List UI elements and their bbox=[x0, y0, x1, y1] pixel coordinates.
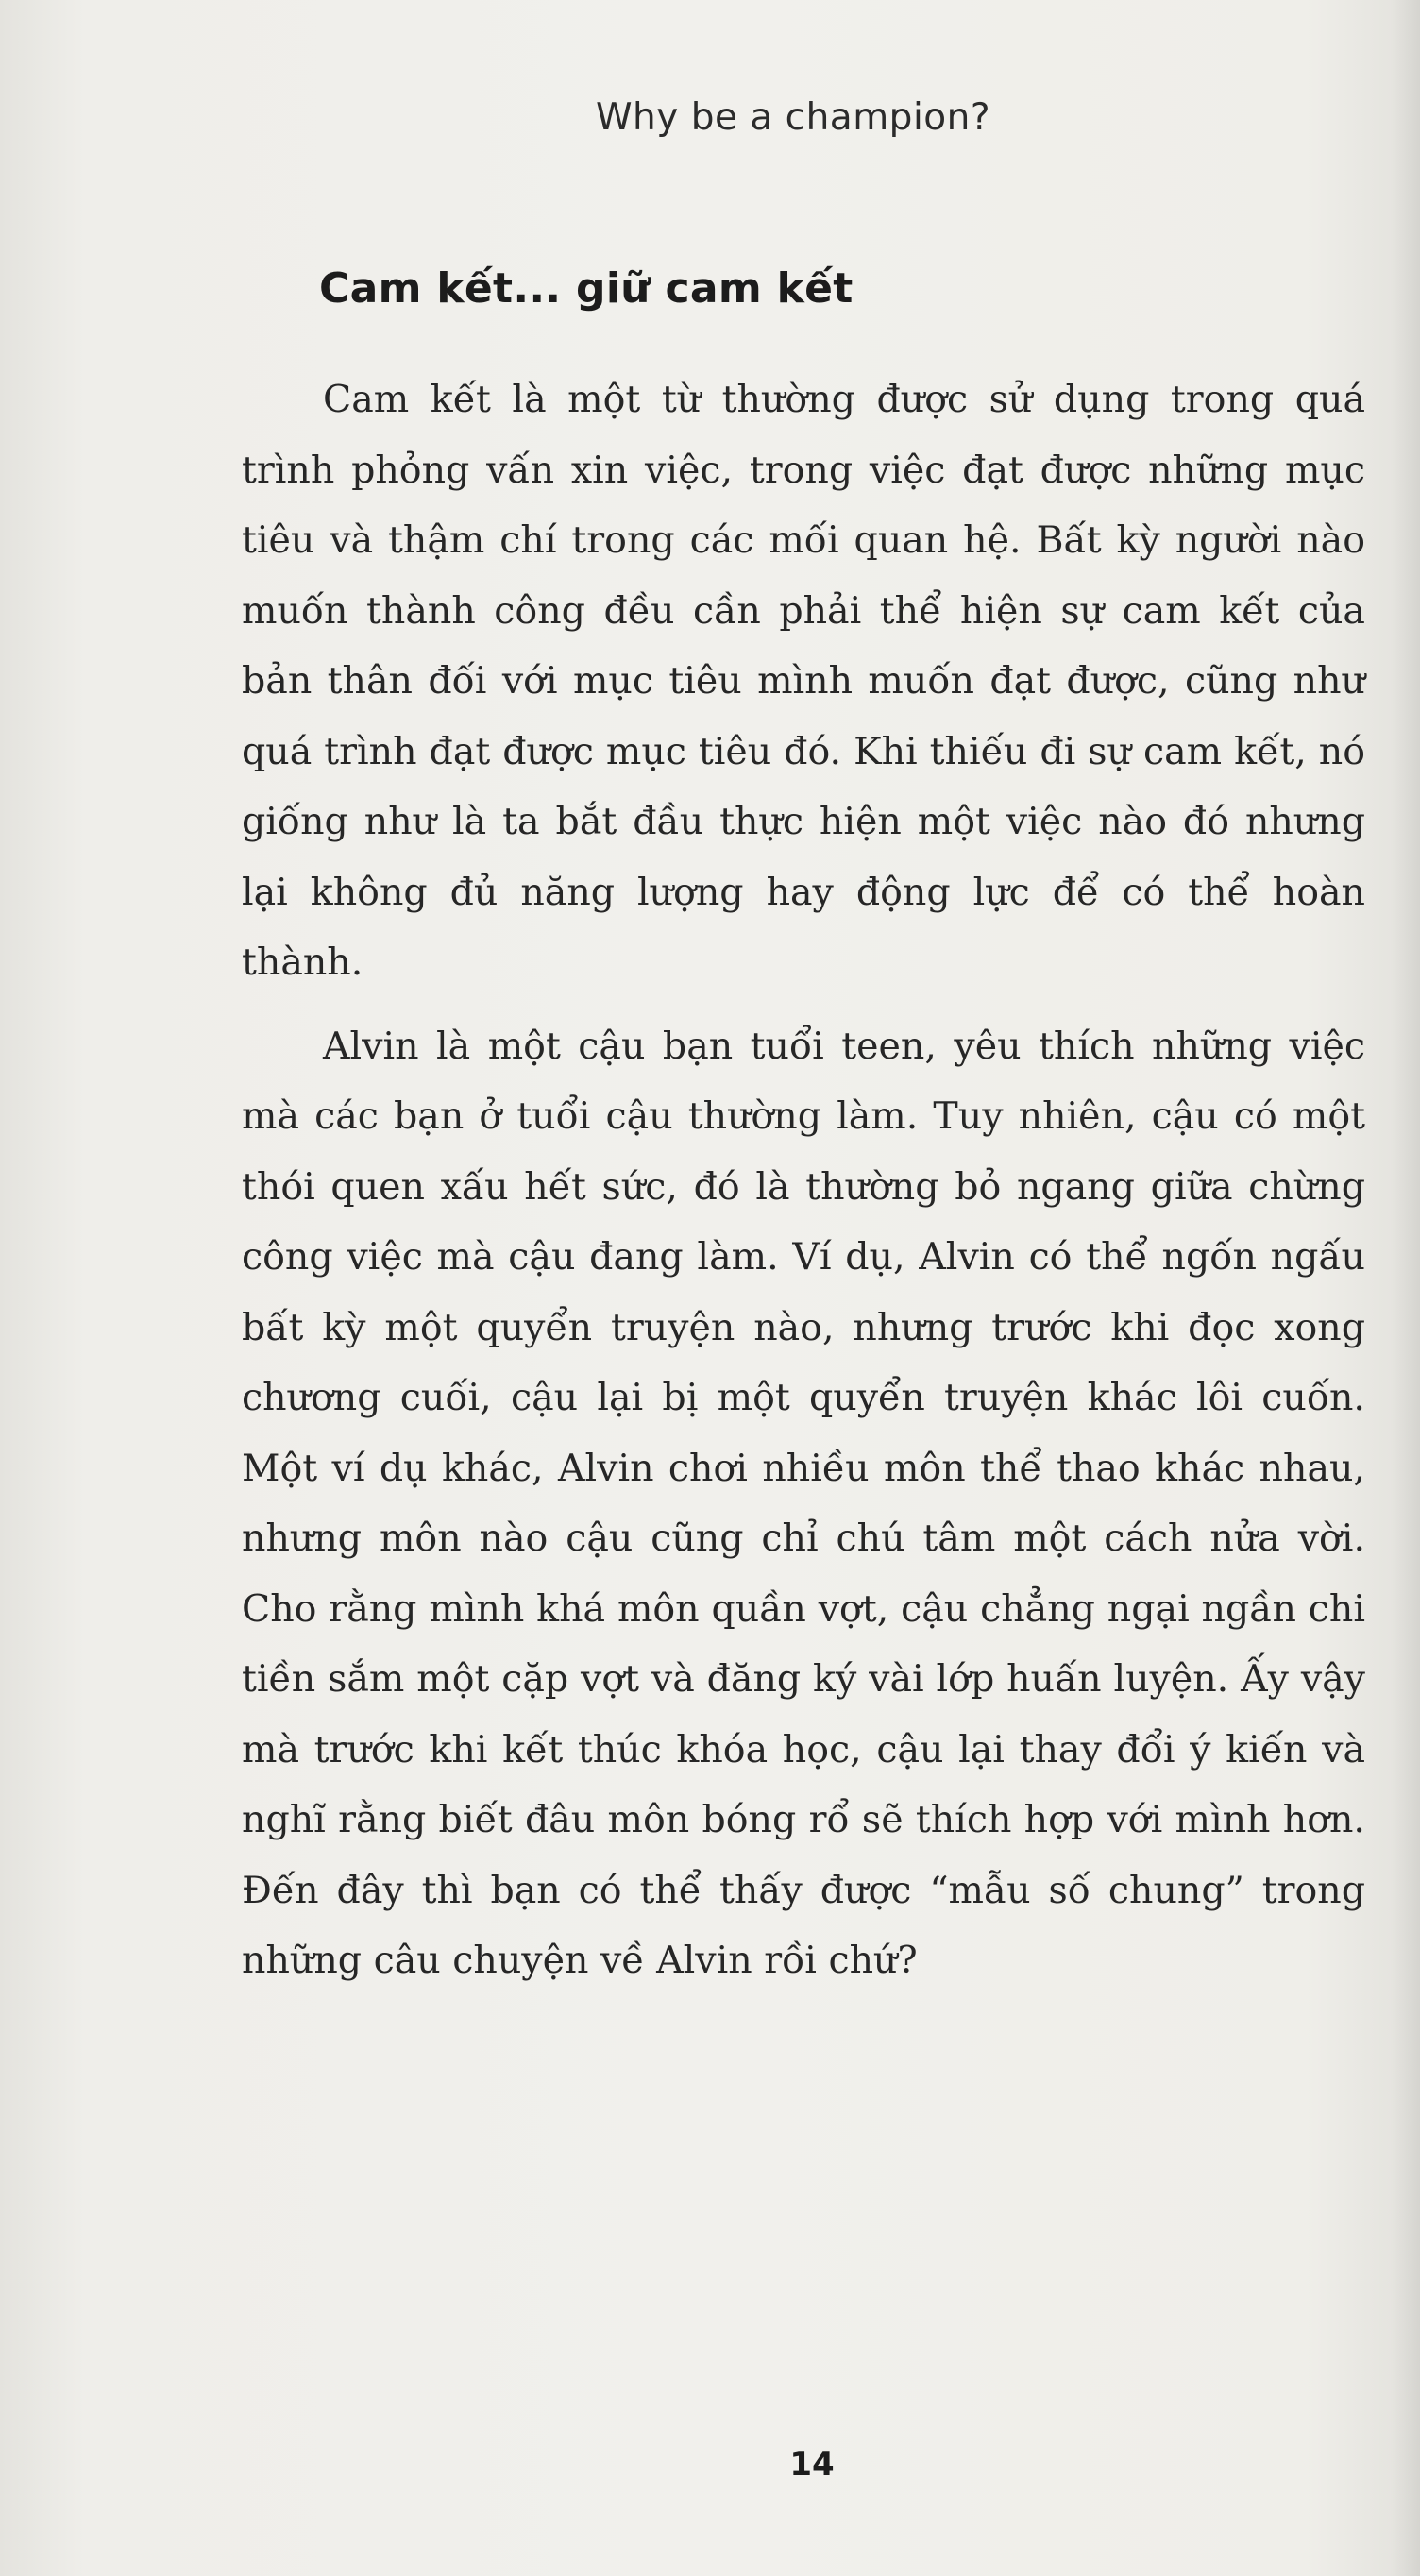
page-number: 14 bbox=[789, 2446, 835, 2483]
paragraph-1: Cam kết là một từ thường được sử dụng trong quá trình phỏng vấn xin việc, trong việc đạt được những mục tiêu và thậm chí trong các mối quan hệ. Bất kỳ người nào muốn thành công đều cần phải thể hiện sự cam kết của bản thân đối với mục tiêu mình muốn đạt được, cũng như quá trình đạt được mục tiêu đó. Khi thiếu đi sự cam kết, nó giống như là ta bắt đầu thực hiện một việc nào đó nhưng lại không đủ năng lượng hay động lực để có thể hoàn thành. bbox=[242, 378, 1365, 984]
section-title: Cam kết... giữ cam kết bbox=[319, 264, 854, 313]
running-head: Why be a champion? bbox=[595, 96, 991, 139]
body-text bbox=[242, 364, 1365, 1996]
paragraph-2: Alvin là một cậu bạn tuổi teen, yêu thích những việc mà các bạn ở tuổi cậu thường làm. Tuy nhiên, cậu có một thói quen xấu hết sức, đó là thường bỏ ngang giữa chừng công việc mà cậu đang làm. Ví dụ, Alvin có thể ngốn ngấu bất kỳ một quyển truyện nào, nhưng trước khi đọc xong chương cuối, cậu lại bị một quyển truyện khác lôi cuốn. Một ví dụ khác, Alvin chơi nhiều môn thể thao khác nhau, nhưng môn nào cậu cũng chỉ chú tâm một cách nửa vời. Cho rằng mình khá môn quần vợt, cậu chẳng ngại ngần chi tiền sắm một cặp vợt và đăng ký vài lớp huấn luyện. Ấy vậy mà trước khi kết thúc khóa học, cậu lại thay đổi ý kiến và nghĩ rằng biết đâu môn bóng rổ sẽ thích hợp với mình hơn. Đến đây thì bạn có thể thấy được “mẫu số chung” trong những câu chuyện về Alvin rồi chứ? bbox=[242, 1024, 1365, 1982]
